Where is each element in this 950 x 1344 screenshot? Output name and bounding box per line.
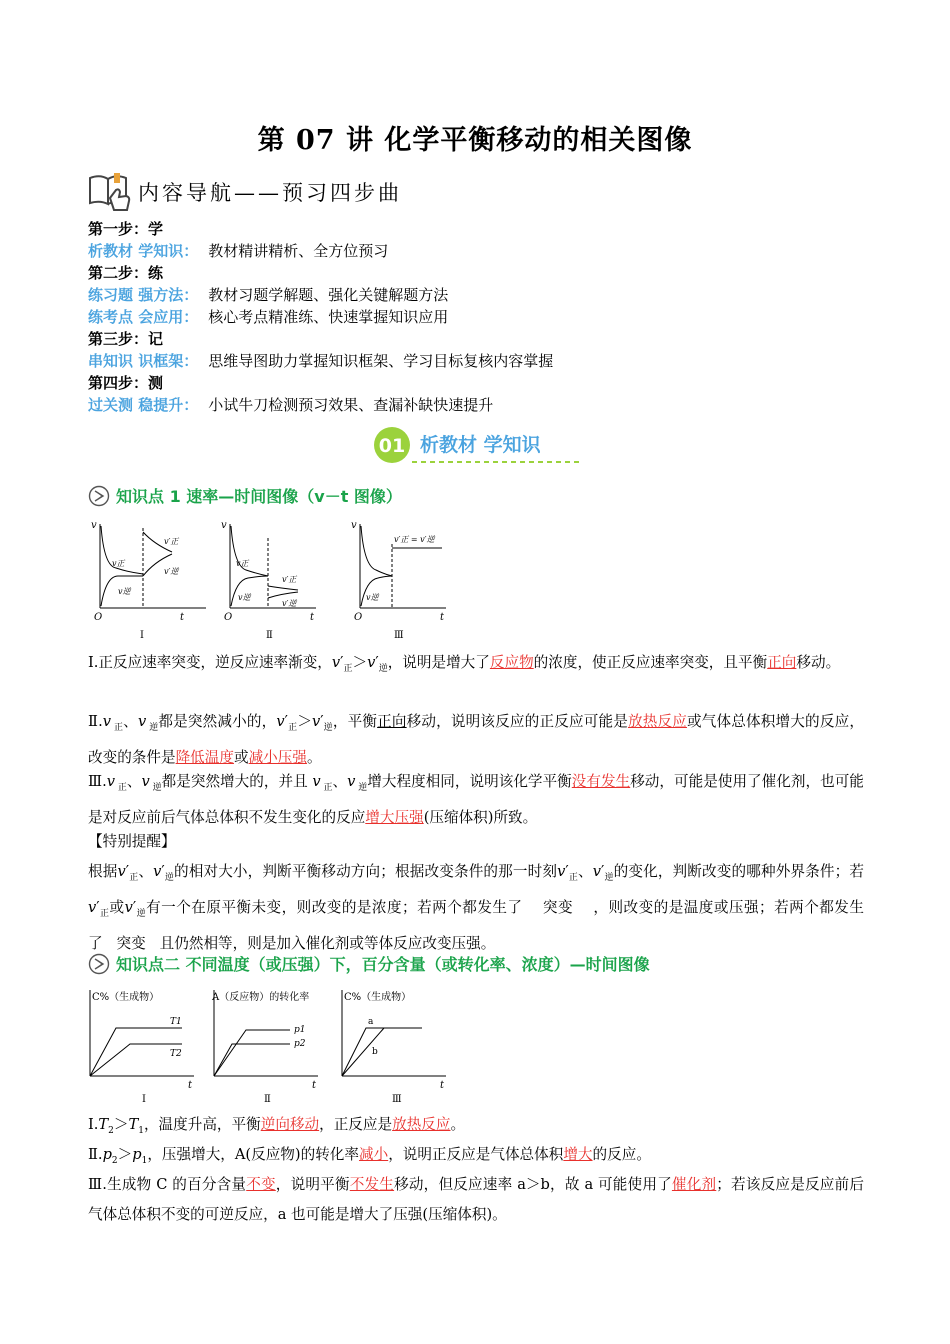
svg-text:t: t xyxy=(310,612,315,623)
nav-heading xyxy=(86,170,402,214)
svg-text:Ⅲ: Ⅲ xyxy=(392,1094,402,1105)
step-item-text: 教材精讲精析、全方位预习 xyxy=(208,242,389,260)
step-item-label: 过关测 稳提升： xyxy=(88,396,199,414)
section-banner xyxy=(372,424,582,466)
svg-text:t: t xyxy=(440,1080,445,1091)
vt-chart-2 xyxy=(221,520,316,641)
svg-text:v逆: v逆 xyxy=(118,587,131,596)
svg-text:v: v xyxy=(91,520,97,531)
ct-chart-3 xyxy=(342,990,446,1105)
svg-text:a: a xyxy=(368,1017,374,1027)
svg-text:v逆: v逆 xyxy=(238,593,251,602)
svg-text:t: t xyxy=(312,1080,317,1091)
section-title: 析教材 学知识 xyxy=(420,434,541,456)
svg-text:v′逆: v′逆 xyxy=(164,567,179,576)
svg-text:p1: p1 xyxy=(294,1025,306,1035)
paragraph-1: Ⅰ.正反应速率突变，逆反应速率渐变，$v'_正>v'_逆$，说明是增大了反应物的浓度，使正反应速率突变，且平衡正向移动。 xyxy=(88,654,841,674)
svg-text:v正: v正 xyxy=(236,559,249,568)
step-item xyxy=(88,350,553,372)
svg-text:v: v xyxy=(351,520,357,531)
svg-text:O: O xyxy=(94,612,103,623)
special-note-text: 根据$v'_正$、$v'_逆$的相对大小，判断平衡移动方向；根据改变条件的那一时刻$v'_正$、$v'_逆$的变化，判断改变的哪种外界条件；若$v'_正$或$v'_逆$有一个在原平衡未变，则改变的是浓度；若两个都发生了 突变 ，则改变的是温度或压强；若两个都发生了 突变 且仍然相等，则是加入催化剂或等体反应改变压强。 xyxy=(88,862,864,953)
svg-text:O: O xyxy=(354,612,363,623)
vt-chart-3 xyxy=(351,520,446,641)
nav-heading-text: 内容导航——预习四步曲 xyxy=(138,181,402,205)
steps-list xyxy=(88,218,553,416)
step-3: 第三步：记 xyxy=(88,330,164,348)
step-item-text: 思维导图助力掌握知识框架、学习目标复核内容掌握 xyxy=(208,352,554,370)
step-item xyxy=(88,284,553,306)
svg-text:p2: p2 xyxy=(294,1039,306,1049)
vt-charts xyxy=(88,518,458,644)
knowledge-point-1-heading xyxy=(88,484,402,507)
special-note xyxy=(88,827,864,959)
step-item-label: 串知识 识框架： xyxy=(88,352,199,370)
svg-text:t: t xyxy=(180,612,185,623)
svg-text:T1: T1 xyxy=(170,1017,182,1027)
svg-text:t: t xyxy=(440,612,445,623)
step-item-label: 练考点 会应用： xyxy=(88,308,199,326)
step-4: 第四步：测 xyxy=(88,374,164,392)
ct-charts xyxy=(86,986,458,1108)
paragraph-q3: Ⅲ.生成物 C 的百分含量不变，说明平衡不发生移动，但反应速率 a＞b，故 a 可能使用了催化剂；若该反应是反应前后气体总体积不变的可逆反应，a 也可能是增大了压强(压缩体积)。 xyxy=(88,1176,864,1223)
svg-text:v逆: v逆 xyxy=(366,593,379,602)
svg-text:v′正 = v′逆: v′正 = v′逆 xyxy=(394,535,435,544)
step-item-text: 教材习题学解题、强化关键解题方法 xyxy=(208,286,449,304)
knowledge-point-2-heading xyxy=(88,952,650,975)
svg-text:t: t xyxy=(188,1080,193,1091)
ct-chart-2 xyxy=(211,990,318,1105)
svg-text:Ⅱ: Ⅱ xyxy=(266,630,273,641)
svg-text:v: v xyxy=(221,520,227,531)
svg-text:Ⅲ: Ⅲ xyxy=(394,630,404,641)
svg-text:C%（生成物）: C%（生成物） xyxy=(344,992,412,1003)
book-hand-icon xyxy=(86,170,134,214)
step-item-label: 析教材 学知识： xyxy=(88,242,199,260)
step-item-text: 小试牛刀检测预习效果、查漏补缺快速提升 xyxy=(208,396,494,414)
svg-text:v正: v正 xyxy=(112,559,125,568)
step-item-label: 练习题 强方法： xyxy=(88,286,199,304)
paragraph-q2: $Ⅱ.p_2>p_1$，压强增大，A(反应物)的转化率减小，说明正反应是气体总体积增大的反应。 xyxy=(88,1146,651,1166)
svg-text:O: O xyxy=(224,612,233,623)
svg-text:T2: T2 xyxy=(170,1049,182,1059)
svg-text:C%（生成物）: C%（生成物） xyxy=(92,992,160,1003)
svg-text:Ⅰ: Ⅰ xyxy=(140,630,144,641)
paragraph-3: Ⅲ.v $_正$、v $_逆$都是突然增大的，并且 v $_正$、v $_逆$增大程度相同，说明该化学平衡没有发生移动，可能是使用了催化剂，也可能是对反应前后气体总体积不发生变化的反应增大压强(压缩体积)所致。 xyxy=(88,773,864,827)
step-1: 第一步：学 xyxy=(88,220,164,238)
svg-text:v′正: v′正 xyxy=(164,537,179,546)
arrow-circle-icon xyxy=(88,953,110,975)
step-item xyxy=(88,306,553,328)
ct-chart-1 xyxy=(90,990,194,1105)
svg-text:b: b xyxy=(372,1047,378,1057)
svg-text:A（反应物）的转化率: A（反应物）的转化率 xyxy=(212,992,310,1003)
paragraph-2: Ⅱ.v $_正$、v $_逆$都是突然减小的，$v'_正>v'_逆$，平衡正向移动，说明该反应的正反应可能是放热反应或气体总体积增大的反应，改变的条件是降低温度或减小压强。 xyxy=(88,713,864,767)
arrow-circle-icon xyxy=(88,485,110,507)
knowledge-point-1-title: 知识点 1 速率—时间图像（v－t 图像） xyxy=(116,487,402,506)
svg-text:v′正: v′正 xyxy=(282,575,297,584)
step-2: 第二步：练 xyxy=(88,264,164,282)
svg-text:Ⅱ: Ⅱ xyxy=(264,1094,271,1105)
svg-text:v′逆: v′逆 xyxy=(282,599,297,608)
knowledge-point-2-title: 知识点二 不同温度（或压强）下，百分含量（或转化率、浓度）—时间图像 xyxy=(116,955,650,974)
paragraph-q1: $Ⅰ.T_2>T_1$，温度升高，平衡逆向移动，正反应是放热反应。 xyxy=(88,1116,466,1136)
step-item xyxy=(88,394,553,416)
page-title: 第 07 讲 化学平衡移动的相关图像 xyxy=(257,125,693,156)
special-note-title: 【特别提醒】 xyxy=(88,833,176,850)
step-item-text: 核心考点精准练、快速掌握知识应用 xyxy=(208,308,449,326)
svg-text:Ⅰ: Ⅰ xyxy=(142,1094,146,1105)
step-item xyxy=(88,240,553,262)
section-number: 01 xyxy=(378,435,406,457)
vt-chart-1 xyxy=(91,520,206,641)
